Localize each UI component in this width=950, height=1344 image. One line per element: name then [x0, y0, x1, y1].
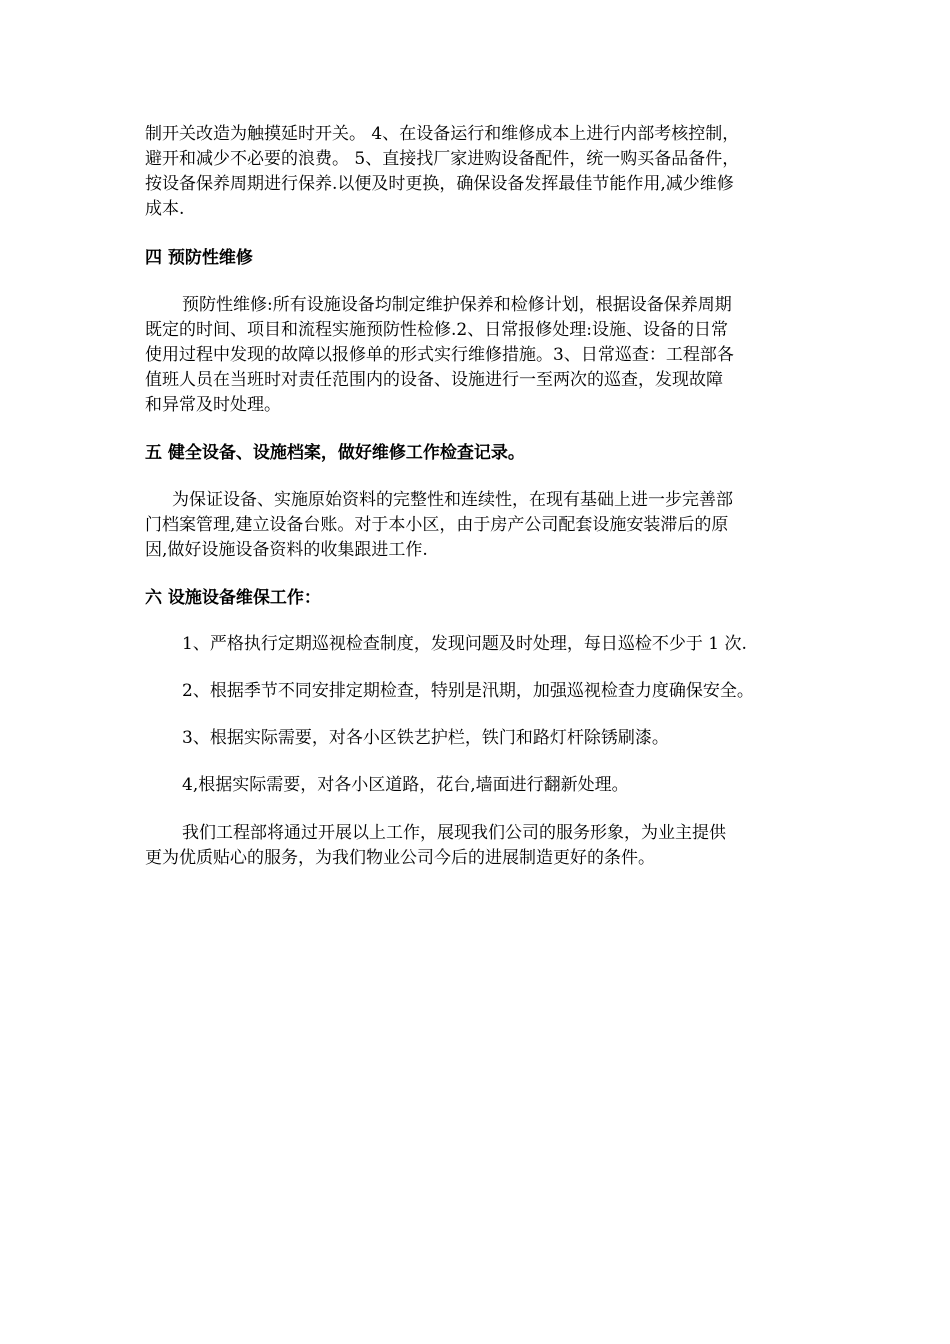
intro-line-2: 避开和减少不必要的浪费。 5、直接找厂家进购设备配件，统一购买备品备件，	[145, 149, 740, 169]
section-5-line-3: 因,做好设施设备资料的收集跟进工作.	[145, 540, 428, 560]
section-6-item-1: 1、严格执行定期巡视检查制度，发现问题及时处理，每日巡检不少于 1 次.	[182, 634, 747, 654]
section-4-line-1: 预防性维修:所有设施设备均制定维护保养和检修计划，根据设备保养周期	[182, 295, 732, 315]
section-6-item-4: 4,根据实际需要，对各小区道路，花台,墙面进行翻新处理。	[182, 775, 629, 795]
intro-line-1: 制开关改造为触摸延时开关。 4、在设备运行和维修成本上进行内部考核控制，	[145, 124, 740, 144]
closing-line-2: 更为优质贴心的服务，为我们物业公司今后的进展制造更好的条件。	[145, 848, 655, 868]
section-4-line-4: 值班人员在当班时对责任范围内的设备、设施进行一至两次的巡查，发现故障	[145, 370, 723, 390]
section-4-heading: 四 预防性维修	[145, 248, 253, 268]
intro-line-3: 按设备保养周期进行保养.以便及时更换，确保设备发挥最佳节能作用,减少维修	[145, 174, 734, 194]
section-4-line-3: 使用过程中发现的故障以报修单的形式实行维修措施。3、日常巡查：工程部各	[145, 345, 734, 365]
section-5-heading: 五 健全设备、设施档案，做好维修工作检查记录。	[145, 443, 525, 463]
section-6-heading: 六 设施设备维保工作：	[145, 588, 321, 608]
closing-line-1: 我们工程部将通过开展以上工作，展现我们公司的服务形象，为业主提供	[182, 823, 726, 843]
section-6-item-2: 2、根据季节不同安排定期检查，特别是汛期，加强巡视检查力度确保安全。	[182, 681, 754, 701]
section-6-item-3: 3、根据实际需要，对各小区铁艺护栏，铁门和路灯杆除锈刷漆。	[182, 728, 669, 748]
section-4-line-5: 和异常及时处理。	[145, 395, 281, 415]
section-5-line-1: 为保证设备、实施原始资料的完整性和连续性，在现有基础上进一步完善部	[172, 490, 733, 510]
section-4-line-2: 既定的时间、项目和流程实施预防性检修.2、日常报修处理:设施、设备的日常	[145, 320, 728, 340]
intro-line-4: 成本.	[145, 199, 185, 219]
section-5-line-2: 门档案管理,建立设备台账。对于本小区，由于房产公司配套设施安装滞后的原	[145, 515, 729, 535]
